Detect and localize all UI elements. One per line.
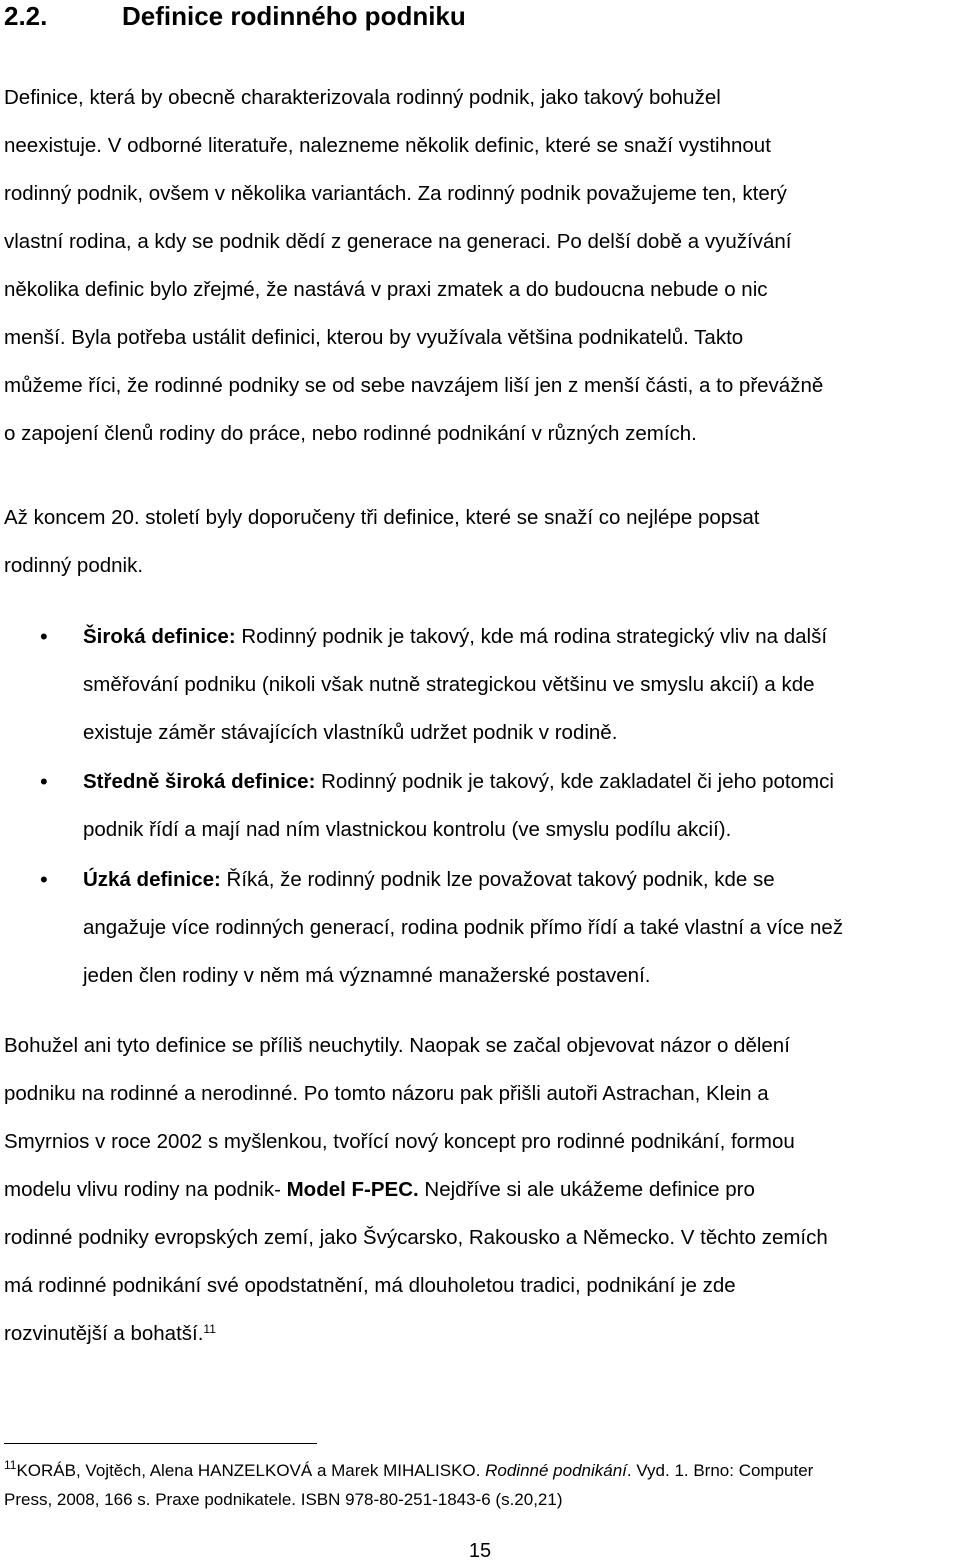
text-line: Nejdříve si ale ukážeme definice pro: [418, 1178, 755, 1201]
paragraph-intro: [4, 74, 954, 458]
footnote-book-title: Rodinné podnikání: [485, 1461, 627, 1480]
text-line: Definice, která by obecně charakterizovala rodinný podnik, jako takový bohužel: [4, 86, 721, 109]
text-line: rodinný podnik.: [4, 554, 144, 577]
model-name: Model F-PEC.: [286, 1178, 419, 1201]
definition-text: podnik řídí a mají nad ním vlastnickou kontrolu (ve smyslu podílu akcií).: [83, 818, 732, 841]
text-line: podniku na rodinné a nerodinné. Po tomto názoru pak přišli autoři Astrachan, Klein a: [4, 1082, 769, 1105]
footnote-reference[interactable]: 11: [203, 1322, 216, 1336]
text-line: o zapojení členů rodiny do práce, nebo rodinné podnikání v různých zemích.: [4, 422, 697, 445]
section-heading: [4, 0, 466, 32]
section-title: Definice rodinného podniku: [122, 1, 466, 31]
section-number: 2.2.: [4, 1, 48, 31]
footnote-separator: [4, 1443, 317, 1444]
page-number: 15: [468, 1540, 492, 1562]
definition-text: existuje záměr stávajících vlastníků udržet podnik v rodině.: [83, 721, 618, 744]
footnote: [4, 1456, 954, 1514]
text-line: rozvinutější a bohatší.: [4, 1322, 204, 1345]
text-line: vlastní rodina, a kdy se podnik dědí z generace na generaci. Po delší době a využívání: [4, 230, 792, 253]
bullet-icon: •: [40, 867, 48, 892]
text-line: modelu vlivu rodiny na podnik-: [4, 1178, 287, 1201]
definition-term: Středně široká definice:: [83, 770, 316, 793]
text-line: Smyrnios v roce 2002 s myšlenkou, tvořící nový koncept pro rodinné podnikání, formou: [4, 1130, 795, 1153]
definition-text: Říká, že rodinný podnik lze považovat takový podnik, kde se: [220, 868, 775, 891]
text-line: rodinný podnik, ovšem v několika variantách. Za rodinný podnik považujeme ten, který: [4, 182, 787, 205]
text-line: několika definic bylo zřejmé, že nastává v praxi zmatek a do budoucna nebude o nic: [4, 278, 768, 301]
footnote-authors: KORÁB, Vojtěch, Alena HANZELKOVÁ a Marek MIHALISKO.: [16, 1461, 486, 1480]
text-line: rodinné podniky evropských zemí, jako Švýcarsko, Rakousko a Německo. V těchto zemích: [4, 1226, 828, 1249]
footnote-number: 11: [4, 1458, 17, 1472]
text-line: menší. Byla potřeba ustálit definici, kterou by využívala většina podnikatelů. Takto: [4, 326, 744, 349]
text-line: neexistuje. V odborné literatuře, nalezneme několik definic, které se snaží vystihnout: [4, 134, 771, 157]
definition-text: jeden člen rodiny v něm má významné manažerské postavení.: [83, 964, 651, 987]
bullet-icon: •: [40, 769, 48, 794]
footnote-text: Press, 2008, 166 s. Praxe podnikatele. ISBN 978-80-251-1843-6 (s.20,21): [4, 1490, 563, 1509]
paragraph-fpec: [4, 1022, 954, 1358]
text-line: má rodinné podnikání své opodstatnění, má dlouholetou tradici, podnikání je zde: [4, 1274, 736, 1297]
text-line: Bohužel ani tyto definice se příliš neuchytily. Naopak se začal objevovat názor o dělení: [4, 1034, 790, 1057]
definition-text: směřování podniku (nikoli však nutně strategickou většinu ve smyslu akcií) a kde: [83, 673, 815, 696]
definition-text: angažuje více rodinných generací, rodina podnik přímo řídí a také vlastní a více než: [83, 916, 844, 939]
definition-term: Široká definice:: [83, 625, 236, 648]
paragraph-three-definitions: [4, 494, 954, 590]
bullet-icon: •: [40, 624, 48, 649]
text-line: můžeme říci, že rodinné podniky se od sebe navzájem liší jen z menší části, a to převážně: [4, 374, 824, 397]
text-line: Až koncem 20. století byly doporučeny tři definice, které se snaží co nejlépe popsat: [4, 506, 760, 529]
footnote-text: . Vyd. 1. Brno: Computer: [626, 1461, 814, 1480]
definition-text: Rodinný podnik je takový, kde má rodina strategický vliv na další: [235, 625, 828, 648]
definition-text: Rodinný podnik je takový, kde zakladatel či jeho potomci: [315, 770, 834, 793]
definition-term: Úzká definice:: [83, 868, 221, 891]
